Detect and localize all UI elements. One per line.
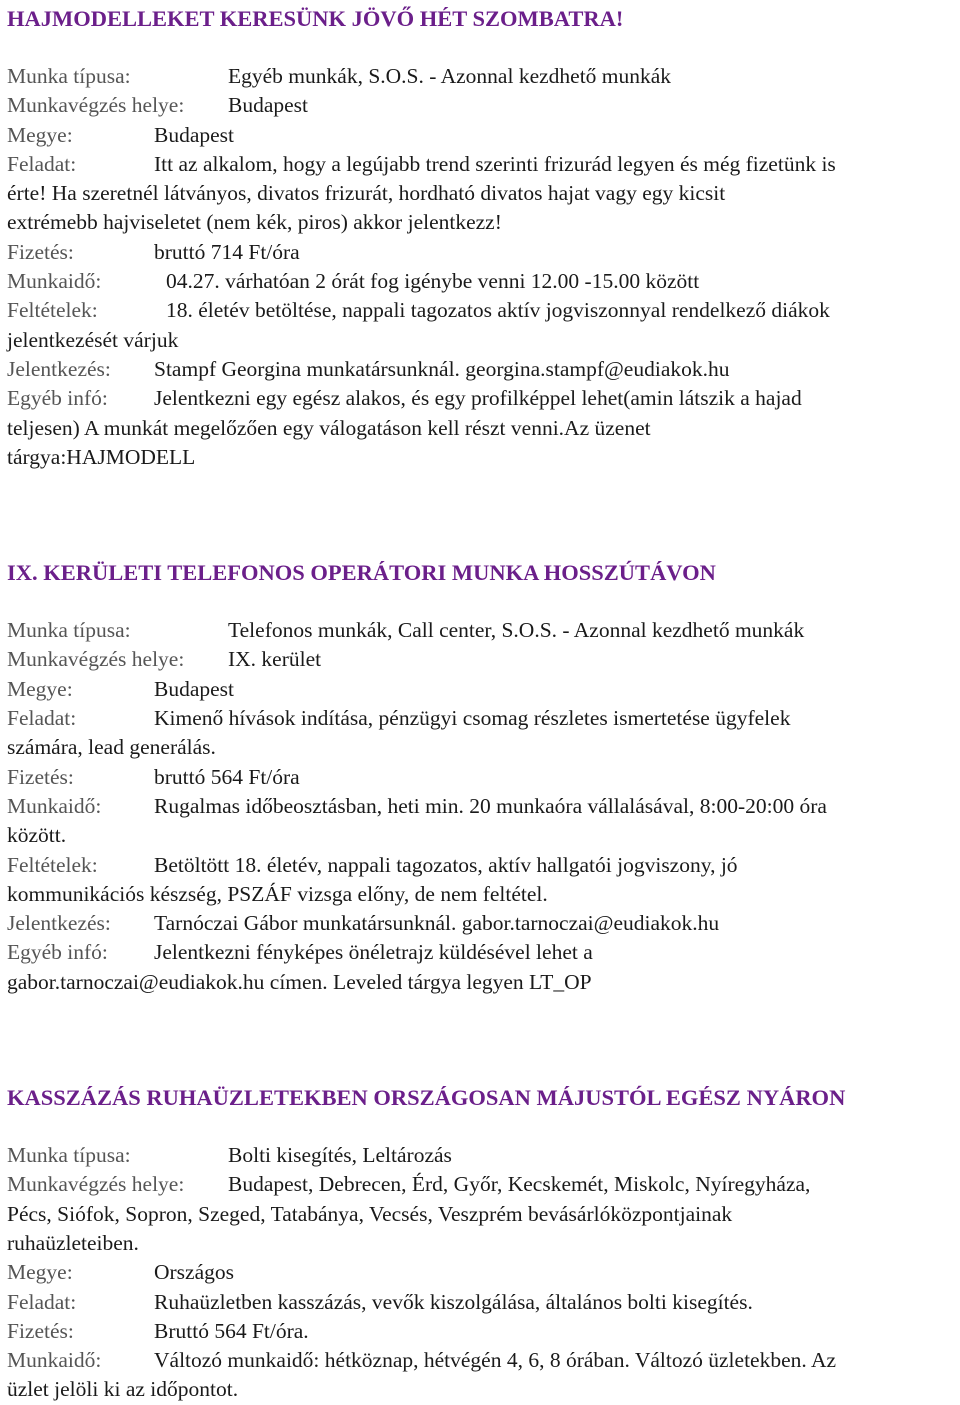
field-label: Feltételek:	[7, 852, 98, 877]
field-value-cont: kommunikációs készség, PSZÁF vizsga előny, de nem feltétel.	[7, 881, 548, 906]
field-label: Munkavégzés helye:	[7, 647, 185, 672]
field-value: Bolti kisegítés, Leltározás	[228, 1143, 452, 1168]
job-listing-telefonos	[7, 558, 960, 997]
field-label: Jelentkezés:	[7, 356, 111, 381]
field-label: Jelentkezés:	[7, 911, 111, 936]
field-value: Itt az alkalom, hogy a legújabb trend szerinti frizurád legyen és még fizetünk is	[154, 151, 836, 176]
field-value-cont: között.	[7, 823, 67, 848]
field-label: Egyéb infó:	[7, 940, 108, 965]
field-label: Fizetés:	[7, 764, 74, 789]
field-munkavegzes-helye	[7, 1170, 960, 1258]
field-value: Budapest	[154, 122, 235, 147]
field-munka-tipusa	[7, 62, 960, 91]
field-label: Munkaidő:	[7, 793, 102, 818]
field-value: Rugalmas időbeosztásban, heti min. 20 munkaóra vállalásával, 8:00-20:00 óra	[154, 793, 827, 818]
field-label: Munkavégzés helye:	[7, 93, 185, 118]
field-value: Egyéb munkák, S.O.S. - Azonnal kezdhető munkák	[228, 64, 672, 88]
field-value-cont: extrémebb hajviseletet (nem kék, piros) akkor jelentkezz!	[7, 210, 502, 235]
field-feladat	[7, 1288, 960, 1317]
field-value: Budapest	[228, 93, 309, 118]
field-label: Feladat:	[7, 706, 77, 731]
field-value-cont: üzlet jelöli ki az időpontot.	[7, 1377, 239, 1402]
field-value: Ruhaüzletben kasszázás, vevők kiszolgálása, általános bolti kisegítés.	[154, 1289, 753, 1314]
field-munka-tipusa	[7, 1141, 960, 1170]
field-value: IX. kerület	[228, 647, 322, 672]
field-value: bruttó 714 Ft/óra	[154, 239, 300, 264]
field-value: Stampf Georgina munkatársunknál. georgina.stampf@eudiakok.hu	[154, 356, 730, 381]
field-fizetes	[7, 1317, 960, 1346]
field-label: Feladat:	[7, 1289, 77, 1314]
field-megye	[7, 1258, 960, 1287]
job-title: HAJMODELLEKET KERESÜNK JÖVŐ HÉT SZOMBATRA!	[7, 6, 624, 31]
field-value: Budapest, Debrecen, Érd, Győr, Kecskemét, Miskolc, Nyíregyháza,	[228, 1172, 811, 1197]
field-value: 04.27. várhatóan 2 órát fog igénybe venni 12.00 -15.00 között	[166, 269, 700, 294]
field-value: Telefonos munkák, Call center, S.O.S. - Azonnal kezdhető munkák	[228, 618, 805, 643]
field-value-cont: teljesen) A munkát megelőzően egy válogatáson kell részt venni.Az üzenet	[7, 415, 651, 440]
field-value-cont: számára, lead generálás.	[7, 735, 216, 760]
job-title: KASSZÁZÁS RUHAÜZLETEKBEN ORSZÁGOSAN MÁJUSTÓL EGÉSZ NYÁRON	[7, 1085, 846, 1111]
field-feltetelek	[7, 296, 960, 355]
field-value: bruttó 564 Ft/óra	[154, 764, 300, 789]
field-value: Jelentkezni egy egész alakos, és egy profilképpel lehet(amin látszik a hajad	[154, 386, 802, 411]
job-listing-hajmodell	[7, 4, 960, 472]
field-label: Feltételek:	[7, 298, 98, 323]
field-value-cont: érte! Ha szeretnél látványos, divatos frizurát, hordható divatos hajat vagy egy kicsit	[7, 181, 726, 206]
field-label: Megye:	[7, 122, 73, 147]
field-value: Tarnóczai Gábor munkatársunknál. gabor.tarnoczai@eudiakok.hu	[154, 911, 720, 936]
field-munkaido	[7, 267, 960, 296]
field-value: Budapest	[154, 676, 235, 701]
field-label: Megye:	[7, 676, 73, 701]
field-munkavegzes-helye	[7, 645, 960, 674]
field-value-cont: tárgya:HAJMODELL	[7, 444, 196, 469]
field-value: Bruttó 564 Ft/óra.	[154, 1318, 309, 1343]
field-value: Változó munkaidő: hétköznap, hétvégén 4, 6, 8 órában. Változó üzletekben. Az	[154, 1348, 837, 1373]
field-munkaido	[7, 1346, 960, 1405]
field-label: Fizetés:	[7, 1318, 74, 1343]
field-label: Fizetés:	[7, 239, 74, 264]
field-feladat	[7, 150, 960, 238]
field-feladat	[7, 704, 960, 763]
field-label: Munka típusa:	[7, 1143, 131, 1168]
field-value: Jelentkezni fényképes önéletrajz küldésével lehet a	[154, 940, 593, 965]
field-jelentkezes	[7, 909, 960, 938]
field-feltetelek	[7, 851, 960, 910]
field-value: Országos	[154, 1260, 235, 1285]
field-label: Feladat:	[7, 151, 77, 176]
field-munkaido	[7, 792, 960, 851]
field-label: Munka típusa:	[7, 618, 131, 643]
field-value: Kimenő hívások indítása, pénzügyi csomag részletes ismertetése ügyfelek	[154, 706, 791, 731]
field-label: Megye:	[7, 1260, 73, 1285]
field-label: Munkaidő:	[7, 1348, 102, 1373]
field-fizetes	[7, 238, 960, 267]
job-listing-kasszazas	[7, 1083, 960, 1405]
field-munka-tipusa	[7, 616, 960, 645]
field-megye	[7, 121, 960, 150]
field-jelentkezes	[7, 355, 960, 384]
field-munkavegzes-helye	[7, 91, 960, 120]
field-megye	[7, 675, 960, 704]
field-value: 18. életév betöltése, nappali tagozatos aktív jogviszonnyal rendelkező diákok	[166, 298, 830, 323]
field-value: Betöltött 18. életév, nappali tagozatos, aktív hallgatói jogviszony, jó	[154, 852, 738, 877]
field-fizetes	[7, 763, 960, 792]
field-value-cont: jelentkezését várjuk	[7, 327, 179, 352]
field-egyeb-info	[7, 384, 960, 472]
field-label: Egyéb infó:	[7, 386, 108, 411]
field-label: Munka típusa:	[7, 64, 131, 88]
field-egyeb-info	[7, 938, 960, 997]
field-value-cont: Pécs, Siófok, Sopron, Szeged, Tatabánya, Vecsés, Veszprém bevásárlóközpontjainak	[7, 1201, 733, 1226]
job-title: IX. KERÜLETI TELEFONOS OPERÁTORI MUNKA HOSSZÚTÁVON	[7, 560, 716, 586]
field-value-cont: gabor.tarnoczai@eudiakok.hu címen. Leveled tárgya legyen LT_OP	[7, 969, 592, 994]
field-label: Munkaidő:	[7, 269, 102, 294]
field-label: Munkavégzés helye:	[7, 1172, 185, 1197]
field-value-cont: ruhaüzleteiben.	[7, 1230, 139, 1255]
